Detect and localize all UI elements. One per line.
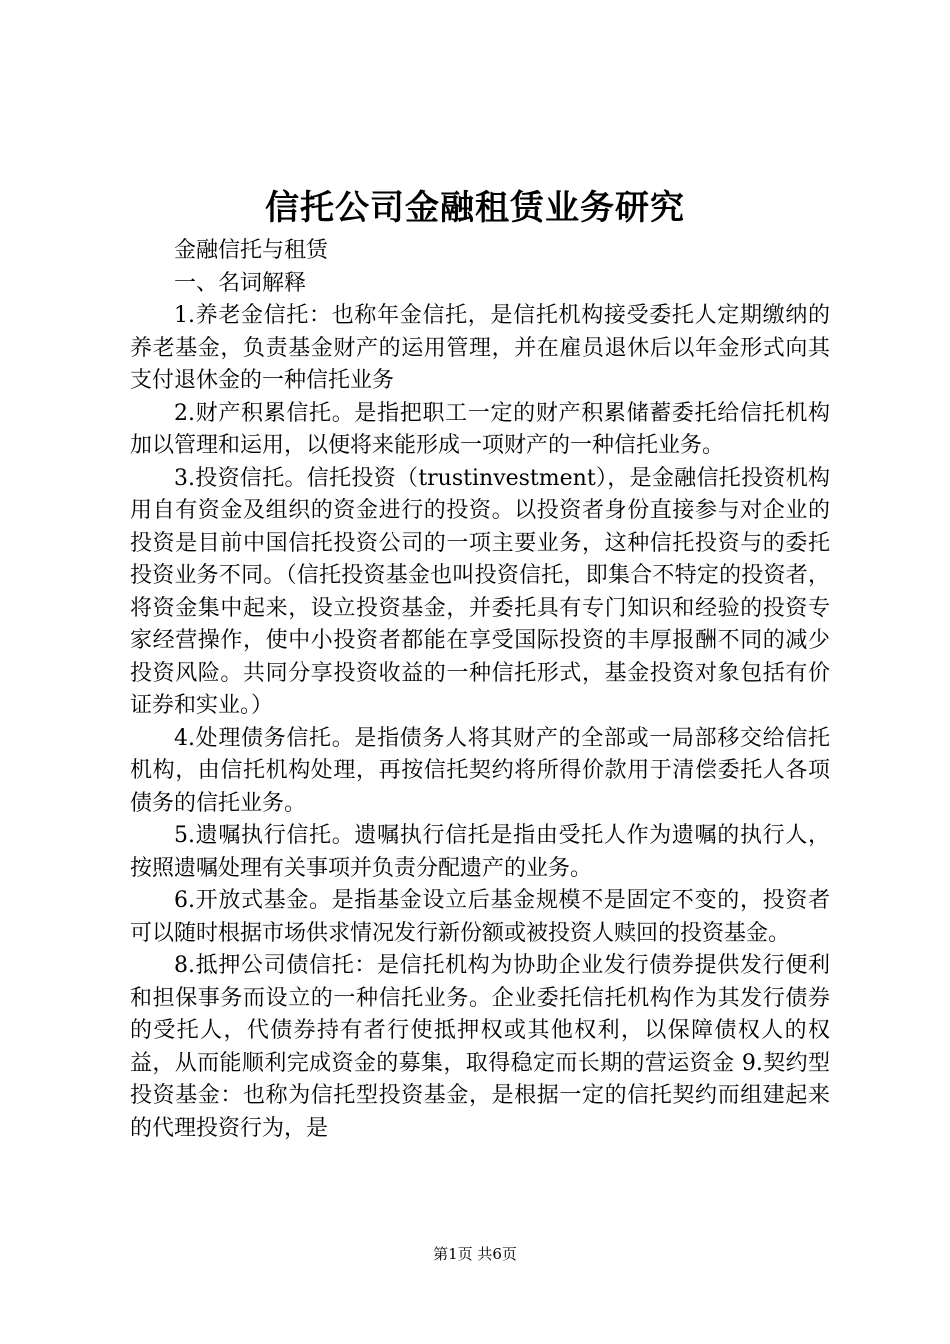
paragraph-item-1: 1.养老金信托：也称年金信托，是信托机构接受委托人定期缴纳的养老基金，负责基金财产的运用管理，并在雇员退休后以年金形式向其支付退休金的一种信托业务 (130, 303, 830, 393)
document-body (130, 235, 830, 1145)
paragraph-section-heading: 一、名词解释 (174, 270, 307, 296)
paragraph-item-6: 6.开放式基金。是指基金设立后基金规模不是固定不变的，投资者可以随时根据市场供求情况发行新份额或被投资人赎回的投资基金。 (130, 888, 830, 946)
paragraph-item-8: 8.抵押公司债信托：是信托机构为协助企业发行债券提供发行便利和担保事务而设立的一种信托业务。企业委托信托机构作为其发行债券的受托人，代债券持有者行使抵押权或其他权利，以保障债权人的权益，从而能顺利完成资金的募集，取得稳定而长期的营运资金 9.契约型投资基金：也称为信托型投资基金，是根据一定的信托契约而组建起来的代理投资行为，是 (130, 953, 830, 1141)
paragraph-item-3: 3.投资信托。信托投资（trustinvestment），是金融信托投资机构用自有资金及组织的资金进行的投资。以投资者身份直接参与对企业的投资是目前中国信托投资公司的一项主要业务，这种信托投资与的委托投资业务不同。（信托投资基金也叫投资信托，即集合不特定的投资者，将资金集中起来，设立投资基金，并委托具有专门知识和经验的投资专家经营操作，使中小投资者都能在享受国际投资的丰厚报酬不同的减少投资风险。共同分享投资收益的一种信托形式，基金投资对象包括有价证券和实业。） (130, 465, 830, 718)
document-title: 信托公司金融租赁业务研究 (265, 188, 685, 228)
paragraph-subtitle: 金融信托与租赁 (174, 238, 329, 263)
paragraph-item-5: 5.遗嘱执行信托。遗嘱执行信托是指由受托人作为遗嘱的执行人，按照遗嘱处理有关事项并负责分配遗产的业务。 (130, 823, 830, 881)
page-footer: 第1页 共6页 (433, 1245, 517, 1263)
paragraph-item-4: 4.处理债务信托。是指债务人将其财产的全部或一局部移交给信托机构，由信托机构处理，再按信托契约将所得价款用于清偿委托人各项债务的信托业务。 (130, 725, 830, 816)
paragraph-item-2: 2.财产积累信托。是指把职工一定的财产积累储蓄委托给信托机构加以管理和运用，以便将来能形成一项财产的一种信托业务。 (130, 400, 830, 458)
